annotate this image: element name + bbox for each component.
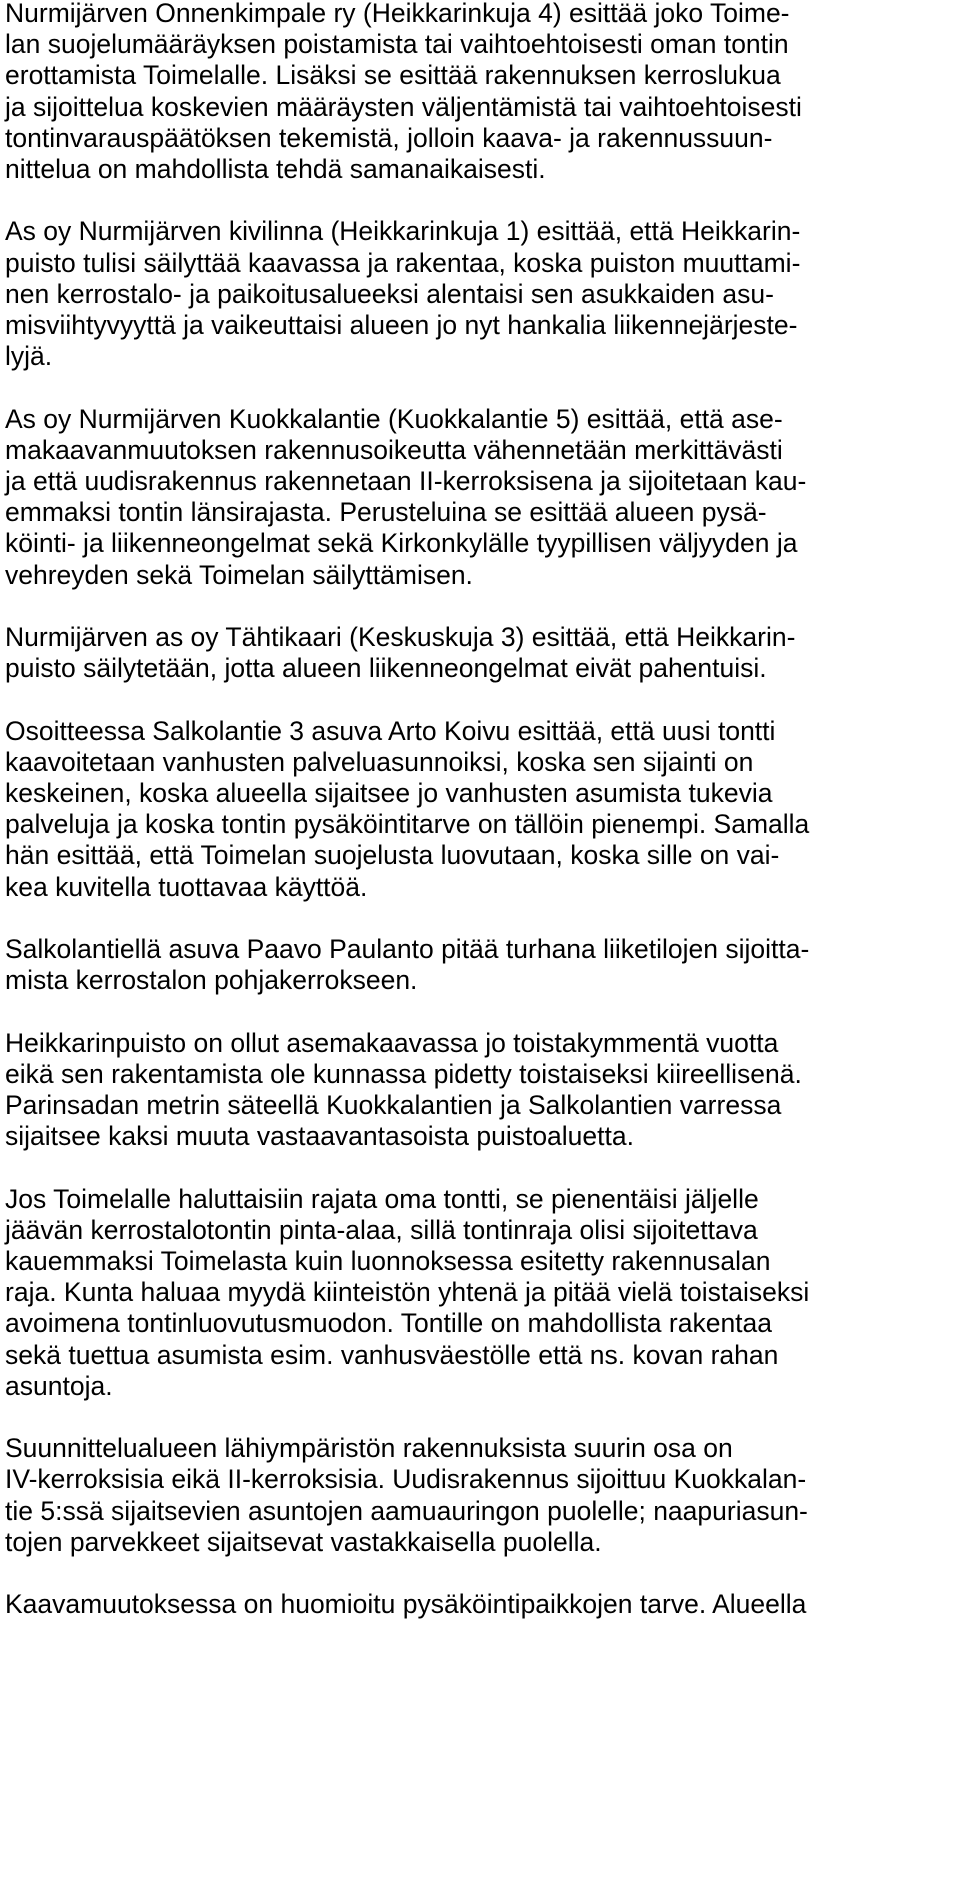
text-line: lan suojelumääräyksen poistamista tai vaihtoehtoisesti oman tontin bbox=[5, 29, 789, 60]
text-line: sijaitsee kaksi muuta vastaavantasoista puistoaluetta. bbox=[5, 1121, 634, 1152]
text-line: misviihtyvyyttä ja vaikeuttaisi alueen jo nyt hankalia liikennejärjeste- bbox=[5, 310, 798, 341]
text-line: Heikkarinpuisto on ollut asemakaavassa jo toistakymmentä vuotta bbox=[5, 1027, 779, 1058]
paragraph-onnenkimpale bbox=[5, 0, 960, 185]
text-line: vehreyden sekä Toimelan säilyttämisen. bbox=[5, 559, 473, 590]
text-line: Salkolantiellä asuva Paavo Paulanto pitää turhana liiketilojen sijoitta- bbox=[5, 934, 810, 965]
text-line: erottamista Toimelalle. Lisäksi se esittää rakennuksen kerroslukua bbox=[5, 60, 781, 91]
text-line: lyjä. bbox=[5, 341, 53, 372]
text-line: emmaksi tontin länsirajasta. Perusteluina se esittää alueen pysä- bbox=[5, 497, 767, 528]
text-line: kauemmaksi Toimelasta kuin luonnoksessa esitetty rakennusalan bbox=[5, 1246, 771, 1277]
text-line: Osoitteessa Salkolantie 3 asuva Arto Koivu esittää, että uusi tontti bbox=[5, 715, 776, 746]
text-line: As oy Nurmijärven kivilinna (Heikkarinkuja 1) esittää, että Heikkarin- bbox=[5, 216, 801, 247]
text-line: IV-kerroksisia eikä II-kerroksisia. Uudisrakennus sijoittuu Kuokkalan- bbox=[5, 1464, 807, 1495]
text-line: hän esittää, että Toimelan suojelusta luovutaan, koska sille on vai- bbox=[5, 840, 780, 871]
text-line: raja. Kunta haluaa myydä kiinteistön yhtenä ja pitää vielä toistaiseksi bbox=[5, 1277, 810, 1308]
text-line: Kaavamuutoksessa on huomioitu pysäköintipaikkojen tarve. Alueella bbox=[5, 1589, 807, 1620]
text-line: jäävän kerrostalotontin pinta-alaa, sillä tontinraja olisi sijoitettava bbox=[5, 1214, 758, 1245]
paragraph-tahtikaari bbox=[5, 622, 960, 684]
text-line: nen kerrostalo- ja paikoitusalueeksi alentaisi sen asukkaiden asu- bbox=[5, 278, 774, 309]
text-line: puisto tulisi säilyttää kaavassa ja rakentaa, koska puiston muuttami- bbox=[5, 247, 801, 278]
text-line: puisto säilytetään, jotta alueen liikenneongelmat eivät pahentuisi. bbox=[5, 653, 767, 684]
paragraph-kivilinna bbox=[5, 216, 960, 372]
text-line: tie 5:ssä sijaitsevien asuntojen aamuauringon puolelle; naapuriasun- bbox=[5, 1495, 808, 1526]
text-line: ja sijoittelua koskevien määräysten väljentämistä tai vaihtoehtoisesti bbox=[5, 91, 802, 122]
paragraph-paavo-paulanto bbox=[5, 934, 960, 996]
text-line: keskeinen, koska alueella sijaitsee jo vanhusten asumista tukevia bbox=[5, 778, 773, 809]
text-line: sekä tuettua asumista esim. vanhusväestölle että ns. kovan rahan bbox=[5, 1339, 779, 1370]
text-line: mista kerrostalon pohjakerrokseen. bbox=[5, 965, 418, 996]
text-line: makaavanmuutoksen rakennusoikeutta vähennetään merkittävästi bbox=[5, 434, 783, 465]
paragraph-arto-koivu bbox=[5, 716, 960, 903]
text-line: Suunnittelualueen lähiympäristön rakennuksista suurin osa on bbox=[5, 1433, 733, 1464]
text-line: tojen parvekkeet sijaitsevat vastakkaisella puolella. bbox=[5, 1526, 602, 1557]
text-line: Parinsadan metrin säteellä Kuokkalantien ja Salkolantien varressa bbox=[5, 1090, 782, 1121]
paragraph-lahiymparisto bbox=[5, 1433, 960, 1558]
text-line: palveluja ja koska tontin pysäköintitarve on tällöin pienempi. Samalla bbox=[5, 809, 810, 840]
text-line: avoimena tontinluovutusmuodon. Tontille on mahdollista rakentaa bbox=[5, 1308, 773, 1339]
text-line: Jos Toimelalle haluttaisiin rajata oma tontti, se pienentäisi jäljelle bbox=[5, 1183, 759, 1214]
paragraph-kuokkalantie bbox=[5, 404, 960, 591]
paragraph-toimela-tontti bbox=[5, 1184, 960, 1402]
text-line: ja että uudisrakennus rakennetaan II-kerroksisena ja sijoitetaan kau- bbox=[5, 466, 807, 497]
text-line: kea kuvitella tuottavaa käyttöä. bbox=[5, 871, 368, 902]
text-line: Nurmijärven as oy Tähtikaari (Keskuskuja 3) esittää, että Heikkarin- bbox=[5, 622, 796, 653]
text-line: Nurmijärven Onnenkimpale ry (Heikkarinkuja 4) esittää joko Toime- bbox=[5, 0, 790, 28]
text-line: tontinvarauspäätöksen tekemistä, jolloin kaava- ja rakennussuun- bbox=[5, 122, 773, 153]
text-line: asuntoja. bbox=[5, 1370, 113, 1401]
text-line: köinti- ja liikenneongelmat sekä Kirkonkylälle tyypillisen väljyyden ja bbox=[5, 528, 798, 559]
text-line: eikä sen rakentamista ole kunnassa pidetty toistaiseksi kiireellisenä. bbox=[5, 1058, 802, 1089]
text-line: nittelua on mahdollista tehdä samanaikaisesti. bbox=[5, 154, 546, 185]
text-line: kaavoitetaan vanhusten palveluasunnoiksi, koska sen sijainti on bbox=[5, 746, 754, 777]
paragraph-heikkarinpuisto bbox=[5, 1028, 960, 1153]
paragraph-pysakointi bbox=[5, 1589, 960, 1620]
text-line: As oy Nurmijärven Kuokkalantie (Kuokkalantie 5) esittää, että ase- bbox=[5, 403, 783, 434]
